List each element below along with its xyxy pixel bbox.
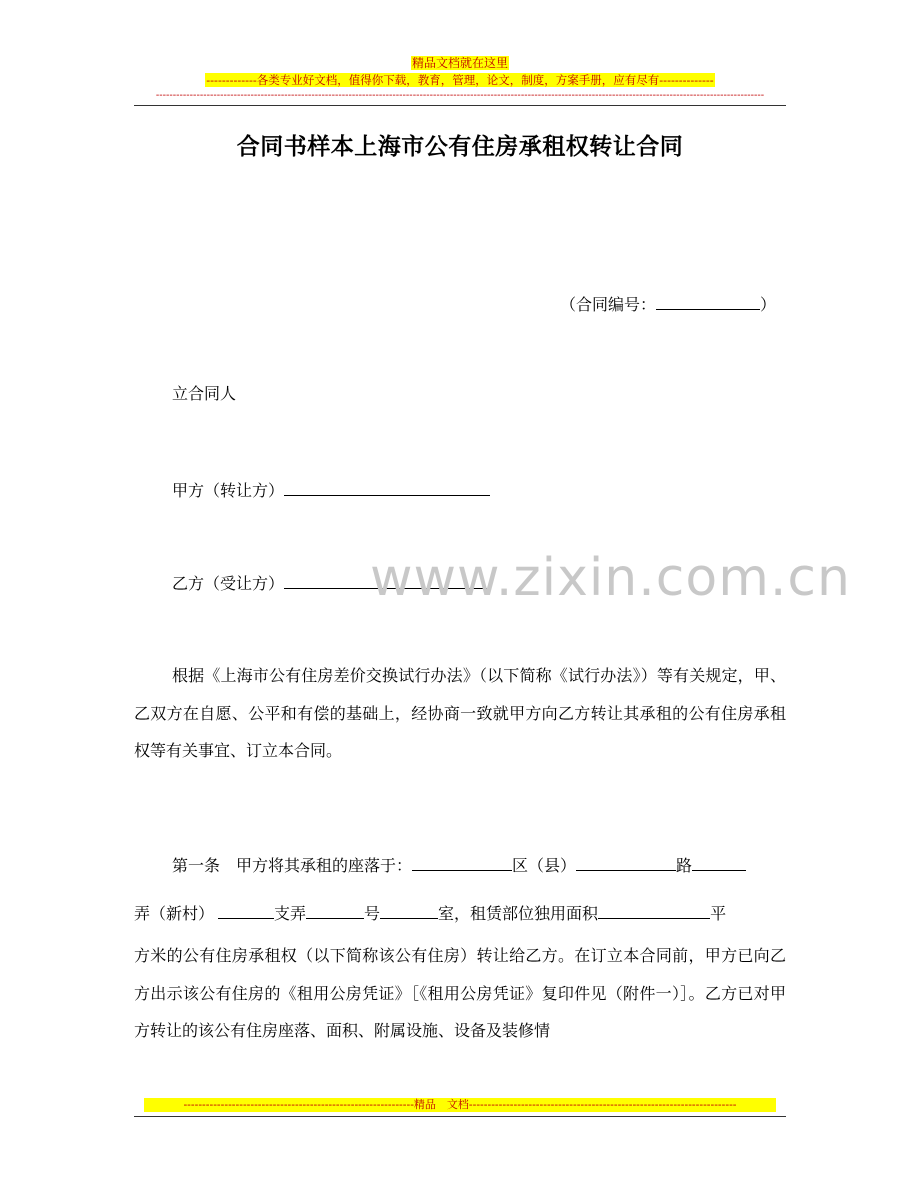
watermark: www.zixin.com.cn — [370, 548, 851, 608]
footer-banner: --------------------------------------------------------------精品 文档------------------------------------------------------------------------ — [144, 1098, 776, 1112]
parties-heading: 立合同人 — [172, 384, 237, 403]
number-blank — [380, 901, 438, 919]
lane-blank — [218, 901, 274, 919]
district-blank — [412, 853, 512, 871]
branch-lane-blank — [306, 901, 364, 919]
road-blank — [576, 853, 676, 871]
article1-line2: 弄（新村） 支弄 号 室，租赁部位独用面积 平 — [134, 901, 786, 924]
article1-line1: 第一条 甲方将其承租的座落于： 区（县） 路 — [172, 853, 786, 876]
area-blank — [598, 901, 710, 919]
contract-number: （合同编号： ） — [134, 292, 776, 315]
party-b-line: 乙方（受让方） — [172, 571, 824, 594]
header-banner-title: 精品文档就在这里 — [411, 56, 508, 70]
article1-body: 方米的公有住房承租权（以下简称该公有住房）转让给乙方。在订立本合同前，甲方已向乙方出示该公有住房的《租用公房凭证》［《租用公房凭证》复印件见（附件一）］。乙方已对甲方转让的该公有住房座落、面积、附属设施、设备及装修情 — [134, 946, 786, 1040]
header-rule — [134, 105, 786, 106]
document-title: 合同书样本上海市公有住房承租权转让合同 — [236, 134, 684, 160]
party-a-blank — [284, 478, 490, 496]
road-name-blank — [692, 853, 746, 871]
header-banner-subtitle: -------------各类专业好文档，值得你下载，教育，管理，论文，制度，方案手册，应有尽有-------------- — [206, 73, 714, 87]
contract-number-blank — [656, 292, 760, 310]
header-dash-line: ------------------------------------------------------------------------------------------------------------------------------------------------------------------------------------ — [155, 90, 765, 101]
footer-rule — [134, 1116, 786, 1117]
intro-paragraph: 根据《上海市公有住房差价交换试行办法》（以下简称《试行办法》）等有关规定，甲、乙双方在自愿、公平和有偿的基础上，经协商一致就甲方向乙方转让其承租的公有住房承租权等有关事宜、订立本合同。 — [134, 666, 786, 760]
party-a-line: 甲方（转让方） — [172, 478, 824, 501]
